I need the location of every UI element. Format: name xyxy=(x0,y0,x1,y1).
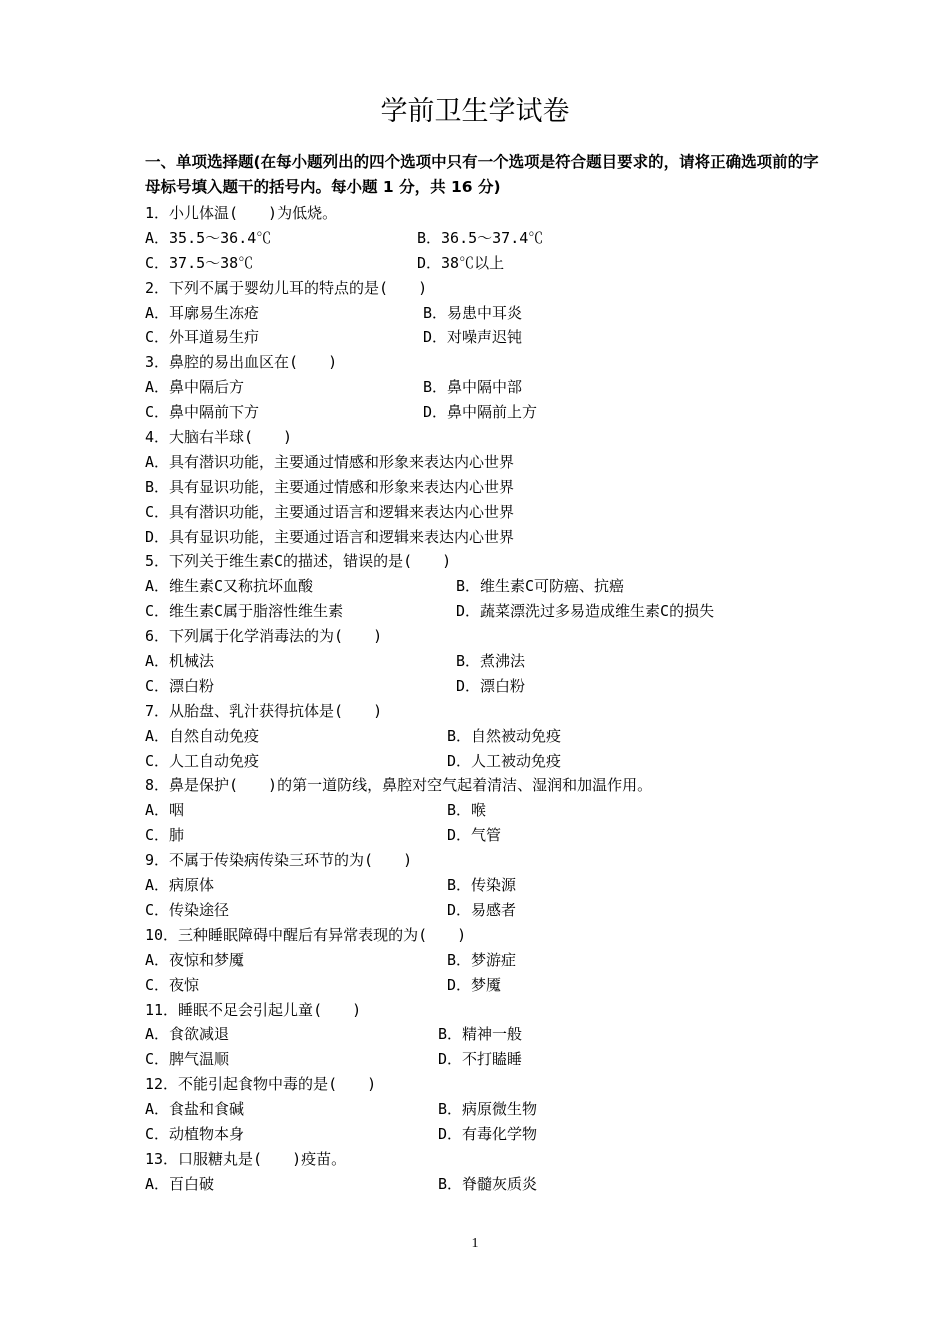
option: D．对噪声迟钝 xyxy=(423,328,523,347)
option: C．外耳道易生疖 xyxy=(145,328,260,347)
option: C．鼻中隔前下方 xyxy=(145,403,260,422)
question-stem: 12．不能引起食物中毒的是( ) xyxy=(145,1075,377,1094)
option: A．具有潜识功能，主要通过情感和形象来表达内心世界 xyxy=(145,452,515,471)
option: C．夜惊 xyxy=(145,975,200,994)
option: A．食欲减退 xyxy=(145,1025,230,1044)
option-row xyxy=(145,599,835,624)
option: D．气管 xyxy=(447,826,502,845)
option-row xyxy=(145,251,835,276)
question-list xyxy=(145,201,835,1197)
option-row xyxy=(145,450,835,475)
option: A．自然自动免疫 xyxy=(145,726,260,745)
option: B．病原微生物 xyxy=(438,1100,538,1119)
exam-title: 学前卫生学试卷 xyxy=(380,96,570,127)
option: B．脊髓灰质炎 xyxy=(438,1174,538,1193)
question-stem: 3．鼻腔的易出血区在( ) xyxy=(145,353,338,372)
option: B．自然被动免疫 xyxy=(447,726,562,745)
question-stem: 10．三种睡眠障碍中醒后有异常表现的为( ) xyxy=(145,925,467,944)
option-row xyxy=(145,525,835,550)
option-row xyxy=(145,749,835,774)
page-number: 1 xyxy=(471,1236,479,1251)
question-stem: 1．小儿体温( )为低烧。 xyxy=(145,204,338,222)
option: A．咽 xyxy=(145,801,185,820)
question-stem: 5．下列关于维生素C的描述，错误的是( ) xyxy=(145,552,452,571)
option: B．具有显识功能，主要通过情感和形象来表达内心世界 xyxy=(145,477,515,496)
question-stem: 9．不属于传染病传染三环节的为( ) xyxy=(145,851,413,870)
option: C．肺 xyxy=(145,826,185,845)
option: A．维生素C又称抗坏血酸 xyxy=(145,577,314,596)
option-row xyxy=(145,649,835,674)
option-row xyxy=(145,1172,835,1197)
option-row xyxy=(145,798,835,823)
option: C．人工自动免疫 xyxy=(145,751,260,770)
option-row xyxy=(145,898,835,923)
option-row xyxy=(145,948,835,973)
option: C．脾气温顺 xyxy=(145,1050,230,1069)
question-stem: 8．鼻是保护( )的第一道防线，鼻腔对空气起着清洁、湿润和加温作用。 xyxy=(145,776,653,795)
option: D．38℃以上 xyxy=(417,253,505,272)
option-row xyxy=(145,325,835,350)
option-row xyxy=(145,475,835,500)
question-stem: 2．下列不属于婴幼儿耳的特点的是( ) xyxy=(145,278,428,297)
question-stem: 11．睡眠不足会引起儿童( ) xyxy=(145,1000,362,1019)
option: B．传染源 xyxy=(447,876,517,895)
option-row xyxy=(145,301,835,326)
option-row xyxy=(145,574,835,599)
option: A．35.5～36.4℃ xyxy=(145,228,272,247)
option: C．漂白粉 xyxy=(145,676,215,695)
option-row xyxy=(145,500,835,525)
question-stem: 7．从胎盘、乳汁获得抗体是( ) xyxy=(145,701,383,720)
option-row xyxy=(145,1097,835,1122)
option-row xyxy=(145,226,835,251)
option-row xyxy=(145,724,835,749)
option: D．具有显识功能，主要通过语言和逻辑来表达内心世界 xyxy=(145,527,515,546)
option: C．动植物本身 xyxy=(145,1124,245,1143)
option: D．鼻中隔前上方 xyxy=(423,403,538,422)
option: B．煮沸法 xyxy=(456,652,526,671)
option-row xyxy=(145,375,835,400)
option: A．机械法 xyxy=(145,652,215,671)
option: A．百白破 xyxy=(145,1174,215,1193)
option: B．精神一般 xyxy=(438,1025,523,1044)
option: D．易感者 xyxy=(447,900,517,919)
option: B．36.5～37.4℃ xyxy=(417,228,544,247)
option-row xyxy=(145,1122,835,1147)
option: D．梦魇 xyxy=(447,975,502,994)
option: A．夜惊和梦魇 xyxy=(145,950,245,969)
option-row xyxy=(145,823,835,848)
option: B．喉 xyxy=(447,801,487,820)
option-row xyxy=(145,1047,835,1072)
option: D．不打瞌睡 xyxy=(438,1050,523,1069)
option: A．食盐和食碱 xyxy=(145,1100,245,1119)
option-row xyxy=(145,674,835,699)
option-row xyxy=(145,873,835,898)
option: B．易患中耳炎 xyxy=(423,303,523,322)
option: B．鼻中隔中部 xyxy=(423,378,523,397)
option: C．37.5～38℃ xyxy=(145,253,254,272)
option: A．病原体 xyxy=(145,876,215,895)
question-stem: 6．下列属于化学消毒法的为( ) xyxy=(145,627,383,646)
option: C．具有潜识功能，主要通过语言和逻辑来表达内心世界 xyxy=(145,502,515,521)
option: C．传染途径 xyxy=(145,900,230,919)
option: D．人工被动免疫 xyxy=(447,751,562,770)
option-row xyxy=(145,973,835,998)
option: B．梦游症 xyxy=(447,950,517,969)
option: A．耳廓易生冻疮 xyxy=(145,303,260,322)
question-stem: 13．口服糖丸是( )疫苗。 xyxy=(145,1149,347,1168)
option: C．维生素C属于脂溶性维生素 xyxy=(145,602,344,621)
section-heading: 一、单项选择题(在每小题列出的四个选项中只有一个选项是符合题目要求的，请将正确选项前的字母标号填入题干的括号内。每小题 1 分，共 16 分) xyxy=(145,153,819,196)
option: B．维生素C可防癌、抗癌 xyxy=(456,577,625,596)
option: D．有毒化学物 xyxy=(438,1124,538,1143)
option: D．蔬菜漂洗过多易造成维生素C的损失 xyxy=(456,602,715,621)
option: D．漂白粉 xyxy=(456,676,526,695)
option-row xyxy=(145,1022,835,1047)
question-stem: 4．大脑右半球( ) xyxy=(145,428,293,447)
option-row xyxy=(145,400,835,425)
option: A．鼻中隔后方 xyxy=(145,378,245,397)
